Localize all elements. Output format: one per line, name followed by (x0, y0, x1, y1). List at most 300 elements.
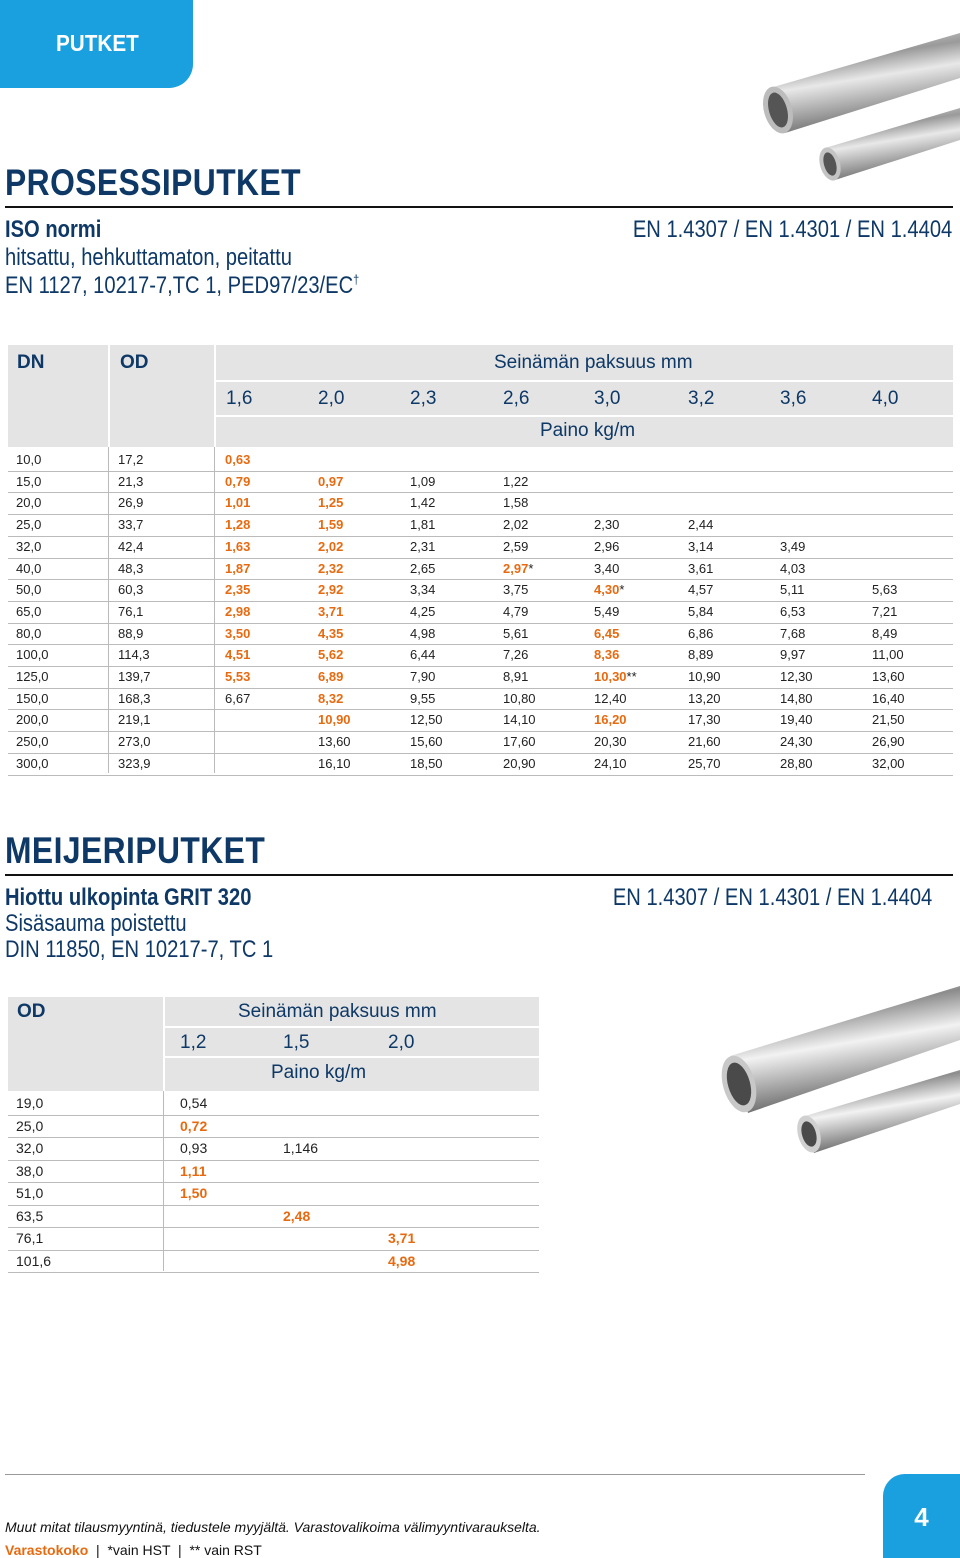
table1-value (780, 756, 813, 771)
section1-title: PROSESSIPUTKET (5, 162, 302, 203)
table1-value-text: 3,71 (318, 603, 344, 619)
table1-value (780, 734, 813, 749)
table1-value (503, 626, 528, 641)
table1-value (594, 734, 627, 749)
table1-value-text: 6,44 (410, 647, 436, 663)
table2-row (8, 1228, 539, 1248)
table1-value-text: 4,98 (410, 625, 436, 641)
table1-value (225, 474, 250, 489)
table1-value (872, 582, 897, 597)
table1-value (318, 691, 343, 706)
table1-value-text: 8,32 (318, 690, 344, 706)
table1-value-text: 3,50 (225, 625, 251, 641)
table1-od: 139,7 (118, 669, 151, 684)
table1-value (318, 669, 343, 684)
table1-dn: 10,0 (16, 452, 42, 467)
table1-row (8, 710, 953, 730)
table1-value-text: 13,20 (688, 690, 721, 706)
table1-row (8, 450, 953, 470)
table1-value-text: 16,10 (318, 755, 351, 771)
table1-value-text: 16,40 (872, 690, 905, 706)
table1-value-text: 2,31 (410, 538, 436, 554)
table1-value (688, 712, 721, 727)
table1-value (410, 495, 435, 510)
table2-value: 0,93 (180, 1140, 208, 1156)
table1-value-text: 2,02 (318, 538, 344, 554)
table1-value-text: 12,30 (780, 669, 813, 684)
table1-value-text: 1,87 (225, 560, 251, 576)
table1-weight-header: Paino kg/m (540, 420, 636, 441)
table2-value: 1,11 (180, 1162, 207, 1179)
table1-hdr-vline-1 (108, 345, 110, 447)
table1-value (688, 734, 721, 749)
table1-value (594, 712, 627, 727)
table1-value-text: 2,32 (318, 560, 344, 576)
table1-value-text: 12,40 (594, 690, 627, 706)
table1-value-text: 2,59 (503, 538, 529, 554)
table1-wall-3: 2,3 (410, 388, 437, 409)
table1-dn: 300,0 (16, 755, 49, 771)
table1-value (225, 517, 250, 532)
table1-dn: 125,0 (16, 669, 49, 684)
section2-rule (5, 874, 953, 876)
table1-value-text: 17,30 (688, 712, 721, 728)
table1-value-text: 13,60 (872, 669, 905, 684)
table1-value (872, 604, 897, 619)
table1-value-text: 4,03 (780, 560, 806, 576)
table1-value (318, 539, 343, 554)
table1-value (410, 756, 443, 771)
table1-value (780, 626, 805, 641)
table1-value-text: 10,80 (503, 690, 536, 706)
table1-value-text: 1,81 (410, 517, 436, 533)
table1-wall-1: 1,6 (226, 388, 253, 409)
table2-value: 0,72 (180, 1117, 208, 1134)
table1-value (594, 604, 619, 619)
table1-value (872, 647, 904, 662)
table2-row (8, 1251, 539, 1271)
table2-value: 4,98 (388, 1252, 416, 1269)
table1-od: 88,9 (118, 625, 144, 641)
table1-value-text: 5,49 (594, 603, 620, 619)
table1-value-text: 1,22 (503, 473, 529, 489)
table1-value-text: 1,58 (503, 495, 529, 511)
table1-value (318, 647, 343, 662)
table1-value-text: 0,97 (318, 473, 344, 489)
table1-value (225, 561, 250, 576)
table1-value (318, 626, 343, 641)
table2-row (8, 1116, 539, 1136)
table1-value-text: 1,63 (225, 538, 251, 554)
table1-value-text: 2,97 (503, 560, 529, 576)
table1-value (410, 604, 435, 619)
table1-footnote-mark: ** (626, 669, 637, 684)
table1-value-text: 9,55 (410, 690, 436, 706)
section1-line2: hitsattu, hehkuttamaton, peitattu (5, 244, 292, 271)
table1-value-text: 8,36 (594, 647, 620, 663)
section2-standard: EN 1.4307 / EN 1.4301 / EN 1.4404 (612, 884, 932, 911)
table1-value-text: 5,84 (688, 603, 714, 619)
section1-standard: EN 1.4307 / EN 1.4301 / EN 1.4404 (632, 216, 952, 243)
table1-value-text: 4,79 (503, 603, 529, 619)
footer-note: Muut mitat tilausmyyntinä, tiedustele myyjältä. Varastovalikoima välimyyntivaraukselta. (5, 1519, 541, 1535)
table1-od: 42,4 (118, 538, 144, 554)
table1-dn: 150,0 (16, 690, 49, 706)
table1-value-text: 2,65 (410, 560, 436, 576)
table1-value (225, 626, 250, 641)
table1-value-text: 3,40 (594, 560, 620, 576)
table1-value-text: 0,79 (225, 473, 251, 489)
table1-value-text: 6,86 (688, 625, 714, 641)
legend-hst: *vain HST (107, 1542, 171, 1558)
table1-value (318, 756, 351, 771)
table2-vline (163, 1091, 164, 1271)
table2-value: 3,71 (388, 1230, 416, 1246)
table1-value-text: 5,11 (780, 582, 805, 598)
table1-value (780, 561, 805, 576)
table1-value-text: 3,34 (410, 582, 436, 598)
table1-row (8, 624, 953, 644)
table1-value-text: 0,63 (225, 452, 251, 467)
table1-wall-4: 2,6 (503, 388, 530, 409)
table2-od: 51,0 (16, 1185, 44, 1201)
table1-hdr-vline-2 (214, 345, 216, 447)
table1-value-text: 14,10 (503, 712, 536, 728)
table1-value-text: 3,61 (688, 560, 714, 576)
table1-header-bg (8, 345, 953, 447)
table2-weight-header: Paino kg/m (271, 1062, 367, 1083)
table2-row (8, 1183, 539, 1203)
table1-value-text: 6,53 (780, 603, 806, 619)
table1-value (503, 539, 528, 554)
table1-value-text: 3,49 (780, 538, 806, 554)
table1-value (594, 561, 619, 576)
table1-value (410, 712, 443, 727)
table1-value (594, 582, 624, 597)
table2-value: 1,146 (283, 1140, 319, 1156)
table1-value-text: 3,75 (503, 582, 529, 598)
table2-hdr-line-a (165, 1026, 539, 1028)
section1-line3-text: EN 1127, 10217-7,TC 1, PED97/23/EC (5, 272, 354, 299)
table1-value-text: 6,89 (318, 669, 344, 684)
table1-value (410, 734, 443, 749)
table1-footnote-mark: * (528, 560, 534, 576)
table1-value (318, 517, 343, 532)
table2-row (8, 1093, 539, 1113)
table2-value: 2,48 (283, 1207, 311, 1224)
table1-value-text: 7,21 (872, 603, 898, 619)
legend-stock: Varastokoko (5, 1542, 89, 1558)
table1-value (594, 647, 619, 662)
table2-hdr-vline (163, 997, 165, 1091)
table1-od: 168,3 (118, 690, 151, 706)
table1-od: 26,9 (118, 495, 144, 511)
table1-wall-5: 3,0 (594, 388, 621, 409)
table1-od: 17,2 (118, 452, 144, 467)
table1-value-text: 4,57 (688, 582, 714, 598)
table1-dn: 250,0 (16, 734, 49, 750)
table1-row (8, 515, 953, 535)
table2-od: 38,0 (16, 1162, 44, 1179)
table1-od: 219,1 (118, 712, 151, 728)
section2-line3: DIN 11850, EN 10217-7, TC 1 (5, 936, 274, 963)
table1-value-text: 1,01 (225, 495, 251, 511)
table1-value (872, 734, 905, 749)
table1-value-text: 11,00 (872, 647, 904, 663)
table2-od: 101,6 (16, 1252, 52, 1269)
table2-row (8, 1206, 539, 1226)
table1-value (688, 539, 713, 554)
table1-value-text: 7,90 (410, 669, 436, 684)
table1-value-text: 15,60 (410, 734, 443, 750)
table1-row (8, 537, 953, 557)
table1-value (594, 756, 627, 771)
table2-row (8, 1138, 539, 1158)
table1-value-text: 19,40 (780, 712, 813, 728)
table1-value-text: 7,26 (503, 647, 529, 663)
table2-wall-3: 2,0 (388, 1032, 415, 1053)
table1-value-text: 18,50 (410, 755, 443, 771)
table1-od: 33,7 (118, 517, 144, 533)
table1-value (503, 474, 528, 489)
table1-value (872, 712, 905, 727)
table1-value (225, 669, 250, 684)
table1-value-text: 8,49 (872, 625, 898, 641)
table1-value (503, 517, 528, 532)
dagger-mark: † (353, 272, 360, 287)
table1-value-text: 10,90 (688, 669, 721, 684)
table1-value-text: 2,02 (503, 517, 529, 533)
section1-line3 (5, 272, 359, 300)
table2-row (8, 1161, 539, 1181)
table1-value-text: 17,60 (503, 734, 536, 750)
table2-value: 0,54 (180, 1095, 208, 1111)
table1-value (318, 734, 351, 749)
table1-value (594, 669, 637, 684)
table2-col-od: OD (17, 1001, 46, 1022)
table1-od: 76,1 (118, 603, 144, 619)
table1-vline-2 (214, 447, 215, 773)
table1-hdr-line-a (216, 380, 953, 382)
table1-value (225, 495, 250, 510)
table1-value (318, 712, 351, 727)
table1-value (594, 691, 627, 706)
table1-row (8, 645, 953, 665)
table1-od: 114,3 (118, 647, 150, 663)
table1-value-text: 4,35 (318, 625, 344, 641)
table1-wall-2: 2,0 (318, 388, 345, 409)
table1-row (8, 754, 953, 774)
table1-dn: 40,0 (16, 560, 42, 576)
table1-value (318, 604, 343, 619)
table1-value (410, 539, 435, 554)
table1-value (503, 495, 528, 510)
table1-value-text: 5,62 (318, 647, 344, 663)
table1-value (780, 669, 813, 684)
table1-dn: 25,0 (16, 517, 42, 533)
table1-value (410, 474, 435, 489)
table1-row (8, 493, 953, 513)
table1-value (688, 691, 721, 706)
table1-dn: 100,0 (16, 647, 49, 663)
section2-title: MEIJERIPUTKET (5, 830, 266, 871)
footer-rule (5, 1474, 865, 1475)
table1-value (688, 604, 713, 619)
table1-value (318, 561, 343, 576)
table1-value (503, 712, 536, 727)
table1-value-text: 20,30 (594, 734, 627, 750)
table1-row-line (8, 775, 953, 776)
table1-value-text: 6,45 (594, 625, 620, 641)
table1-od: 60,3 (118, 582, 144, 598)
table1-value (225, 604, 250, 619)
table1-value-text: 16,20 (594, 712, 627, 728)
table2-od: 63,5 (16, 1207, 44, 1224)
table1-hdr-line-b (216, 415, 953, 417)
table1-value (872, 669, 905, 684)
table2-od: 25,0 (16, 1117, 44, 1134)
section2-line1: Hiottu ulkopinta GRIT 320 (5, 884, 252, 911)
page-number: 4 (883, 1474, 960, 1558)
table1-row (8, 602, 953, 622)
table1-footnote-mark: * (619, 582, 625, 598)
legend-sep-1: | (96, 1542, 100, 1558)
table1-value-text: 21,60 (688, 734, 721, 750)
table1-wall-6: 3,2 (688, 388, 715, 409)
table1-dn: 50,0 (16, 582, 42, 598)
table1-dn: 80,0 (16, 625, 42, 641)
table1-row (8, 732, 953, 752)
table1-value (410, 626, 435, 641)
table1-value (594, 517, 619, 532)
legend-sep-2: | (178, 1542, 182, 1558)
table1-row (8, 580, 953, 600)
table1-wall-8: 4,0 (872, 388, 899, 409)
table1-value (688, 517, 713, 532)
table2-wall-1: 1,2 (180, 1032, 207, 1053)
table2-value: 1,50 (180, 1185, 208, 1201)
table1-value (503, 647, 528, 662)
table1-od: 323,9 (118, 755, 151, 771)
table1-value-text: 32,00 (872, 755, 905, 771)
table1-value-text: 10,90 (318, 712, 351, 728)
table1-value (688, 582, 713, 597)
table1-value-text: 2,44 (688, 517, 714, 533)
table1-value (688, 669, 721, 684)
table1-vline-1 (108, 447, 109, 773)
table1-od: 48,3 (118, 560, 144, 576)
table1-value (503, 756, 536, 771)
table1-dn: 65,0 (16, 603, 42, 619)
section1-rule (5, 206, 953, 208)
table1-value-text: 9,97 (780, 647, 806, 663)
table1-value-text: 4,51 (225, 647, 251, 663)
table1-value (503, 669, 528, 684)
table1-value (410, 669, 435, 684)
table1-value (688, 561, 713, 576)
table1-value-text: 2,98 (225, 603, 251, 619)
table1-dn: 20,0 (16, 495, 42, 511)
table1-value-text: 25,70 (688, 755, 721, 771)
table1-value (410, 561, 435, 576)
table2-wall-header: Seinämän paksuus mm (238, 1001, 437, 1022)
table1-value-text: 1,09 (410, 473, 436, 489)
table1-value-text: 2,35 (225, 582, 251, 598)
table1-value (780, 582, 804, 597)
table1-value-text: 5,61 (503, 625, 529, 641)
table1-value (780, 604, 805, 619)
table1-value-text: 26,90 (872, 734, 905, 750)
section-tab (0, 0, 193, 88)
table1-value (594, 539, 619, 554)
table1-value (410, 647, 435, 662)
table1-value (688, 647, 713, 662)
table1-col-od: OD (120, 352, 149, 373)
table1-value-text: 3,14 (688, 538, 714, 554)
table1-value-text: 1,59 (318, 517, 344, 533)
table1-value (688, 756, 721, 771)
table1-dn: 32,0 (16, 538, 42, 554)
table1-value-text: 12,50 (410, 712, 443, 728)
table1-value (503, 691, 536, 706)
table1-value-text: 1,42 (410, 495, 436, 511)
table1-value (318, 582, 343, 597)
section1-line1: ISO normi (5, 216, 102, 243)
table1-value-text: 24,10 (594, 755, 627, 771)
table1-value (780, 539, 805, 554)
table1-value-text: 13,60 (318, 734, 351, 750)
table1-value (410, 582, 435, 597)
table1-row (8, 472, 953, 492)
table1-value (225, 647, 250, 662)
table1-value (503, 734, 536, 749)
table1-value (780, 712, 813, 727)
table1-value (503, 604, 528, 619)
table1-value-text: 20,90 (503, 755, 536, 771)
table1-value (225, 582, 250, 597)
footer-legend (5, 1542, 262, 1558)
table1-row (8, 689, 953, 709)
table1-row (8, 559, 953, 579)
table1-value-text: 7,68 (780, 625, 806, 641)
table1-value (503, 561, 533, 576)
table2-row-line (8, 1272, 539, 1273)
table1-value (318, 474, 343, 489)
pipe-image-top (740, 18, 960, 198)
table1-col-dn: DN (17, 352, 45, 373)
table1-value (688, 626, 713, 641)
table1-value (503, 582, 528, 597)
table1-value-text: 21,50 (872, 712, 905, 728)
pipe-image-bottom (700, 978, 960, 1178)
table1-value (780, 647, 805, 662)
table1-value-text: 5,53 (225, 669, 251, 684)
section-tab-label: PUTKET (56, 30, 139, 56)
table1-value-text: 28,80 (780, 755, 813, 771)
table1-dn: 15,0 (16, 473, 42, 489)
table1-od: 273,0 (118, 734, 151, 750)
table1-value-text: 5,63 (872, 582, 898, 598)
table2-od: 19,0 (16, 1095, 44, 1111)
table1-dn: 200,0 (16, 712, 49, 728)
table1-wall-header: Seinämän paksuus mm (494, 352, 693, 373)
table1-value (872, 691, 905, 706)
table1-row (8, 667, 953, 687)
table1-value-text: 4,25 (410, 603, 436, 619)
table1-value-text: 2,96 (594, 538, 620, 554)
table1-value (594, 626, 619, 641)
table1-value-text: 2,92 (318, 582, 344, 598)
